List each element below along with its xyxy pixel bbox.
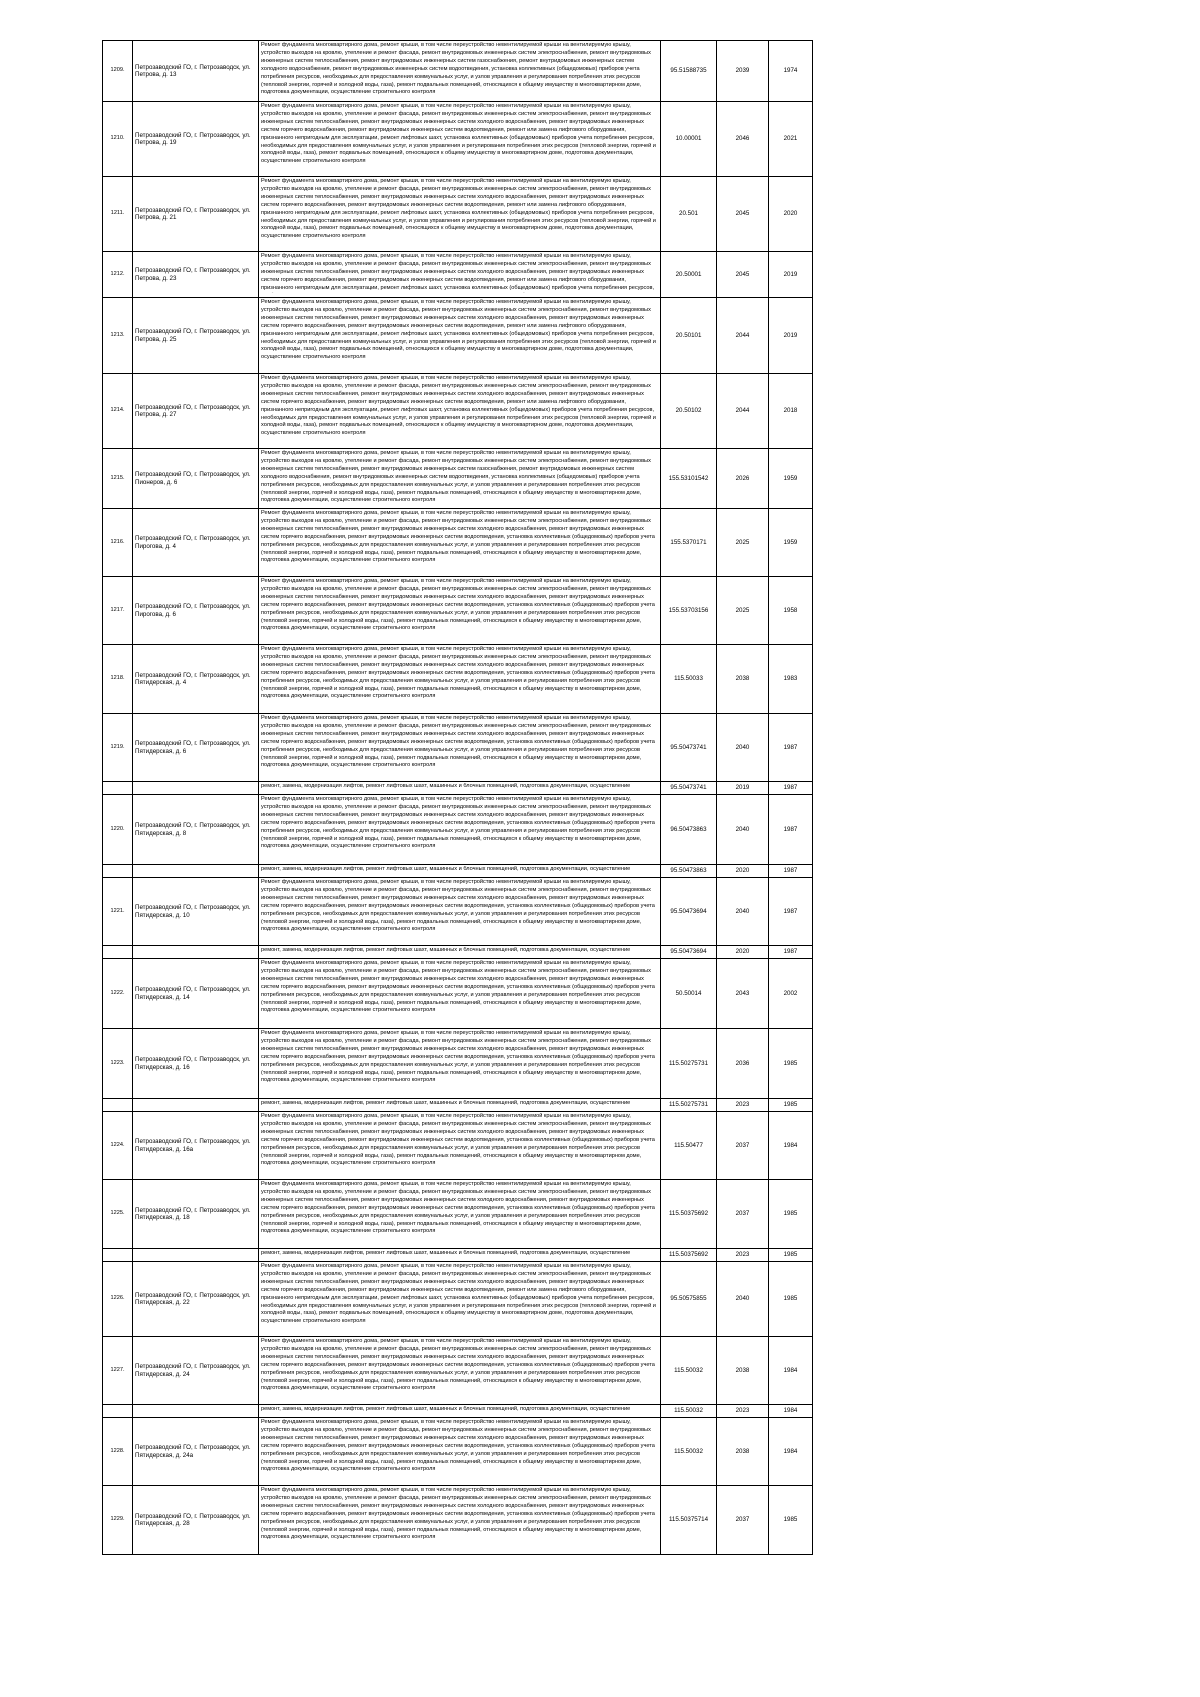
planned-year-cell: 2043 [717,959,769,1029]
works-text: Ремонт фундамента многоквартирного дома, ремонт крыши, в том числе переустройство невентилируемой крыши на вентилируемую крышу, устройство выходов на кровлю, утепление и ремонт фасада, ремонт внутридомовых инженерных систем электроснабжения, ремонт внутридомовых инженерных систем теплоснабжения, ремонт внутридомовых инженерных систем холодного водоснабжения, ремонт внутридомовых инженерных систем горячего водоснабжения, ремонт внутридомовых инженерных систем водоотведения, установка коллективных (общедомовых) приборов учета потребления ресурсов, необходимых для предоставления коммунальных услуг, и узлов управления и регулирования потребления этих ресурсов (тепловой энергии, горячей и холодной воды, газа), ремонт подвальных помещений, относящихся к общему имуществу в многоквартирном доме, подготовка документации, осуществление строительного контроля [261,510,655,564]
built-year-cell: 1974 [769,41,813,102]
value-cell: 115.50375714 [661,1486,717,1555]
works-text: Ремонт фундамента многоквартирного дома, ремонт крыши, в том числе переустройство невентилируемой крыши на вентилируемую крышу, устройство выходов на кровлю, утепление и ремонт фасада, ремонт внутридомовых инженерных систем электроснабжения, ремонт внутридомовых инженерных систем теплоснабжения, ремонт внутридомовых инженерных систем холодного водоснабжения, ремонт внутридомовых инженерных систем горячего водоснабжения, ремонт внутридомовых инженерных систем водоотведения, установка коллективных (общедомовых) приборов учета потребления ресурсов, необходимых для предоставления коммунальных услуг, и узлов управления и регулирования потребления этих ресурсов (тепловой энергии, горячей и холодной воды, газа), ремонт подвальных помещений, относящихся к общему имуществу в многоквартирном доме, подготовка документации, осуществление строительного контроля [261,1030,655,1084]
row-number-cell [103,946,133,959]
works-description-cell [259,878,661,946]
row-number-cell: 1216. [103,509,133,577]
planned-year-cell: 2044 [717,374,769,449]
works-text: ремонт, замена, модернизация лифтов, ремонт лифтовых шахт, машинных и блочных помещений, подготовка документации, осуществление [261,1100,631,1106]
table-row [103,1099,813,1112]
address-cell: Петрозаводский ГО, г. Петрозаводск, ул. Пятидерская, д. 16а [133,1112,259,1180]
row-number-cell: 1221. [103,878,133,946]
address-cell: Петрозаводский ГО, г. Петрозаводск, ул. Пятидерская, д. 14 [133,959,259,1029]
table-row [103,795,813,865]
table-row [103,865,813,878]
built-year-cell: 1958 [769,577,813,645]
works-description-cell [259,645,661,714]
address-cell: Петрозаводский ГО, г. Петрозаводск, ул. Петрова, д. 25 [133,298,259,374]
address-cell: Петрозаводский ГО, г. Петрозаводск, ул. Пятидерская, д. 24а [133,1418,259,1486]
value-cell: 95.50473741 [661,714,717,782]
planned-year-cell: 2036 [717,1029,769,1099]
value-cell: 155.5370171 [661,509,717,577]
works-text: Ремонт фундамента многоквартирного дома, ремонт крыши, в том числе переустройство невентилируемой крыши на вентилируемую крышу, устройство выходов на кровлю, утепление и ремонт фасада, ремонт внутридомовых инженерных систем электроснабжения, ремонт внутридомовых инженерных систем теплоснабжения, ремонт внутридомовых инженерных систем холодного водоснабжения, ремонт внутридомовых инженерных систем горячего водоснабжения, ремонт внутридомовых инженерных систем водоотведения, установка коллективных (общедомовых) приборов учета потребления ресурсов, необходимых для предоставления коммунальных услуг, и узлов управления и регулирования потребления этих ресурсов (тепловой энергии, горячей и холодной воды, газа), ремонт подвальных помещений, относящихся к общему имуществу в многоквартирном доме, подготовка документации, осуществление строительного контроля [261,715,655,769]
table-row [103,878,813,946]
address-cell [133,946,259,959]
works-text: Ремонт фундамента многоквартирного дома, ремонт крыши, в том числе переустройство невентилируемой крыши на вентилируемую крышу, устройство выходов на кровлю, утепление и ремонт фасада, ремонт внутридомовых инженерных систем электроснабжения, ремонт внутридомовых инженерных систем теплоснабжения, ремонт внутридомовых инженерных систем холодного водоснабжения, ремонт внутридомовых инженерных систем горячего водоснабжения, ремонт внутридомовых инженерных систем водоотведения, ремонт или замена лифтового оборудования, признанного непригодным для эксплуатации, ремонт лифтовых шахт, установка коллективных (общедомовых) приборов учета потребления ресурсов, необходимых для предоставления коммунальных услуг, и узлов управления и регулирования потребления этих ресурсов (тепловой энергии, горячей и холодной воды, газа), ремонт подвальных помещений, относящихся к общему имуществу в многоквартирном доме, подготовка документации, осуществление строительного контроля [261,375,656,437]
table-row [103,102,813,177]
works-text: Ремонт фундамента многоквартирного дома, ремонт крыши, в том числе переустройство невентилируемой крыши на вентилируемую крышу, устройство выходов на кровлю, утепление и ремонт фасада, ремонт внутридомовых инженерных систем электроснабжения, ремонт внутридомовых инженерных систем теплоснабжения, ремонт внутридомовых инженерных систем холодного водоснабжения, ремонт внутридомовых инженерных систем горячего водоснабжения, ремонт внутридомовых инженерных систем водоотведения, ремонт или замена лифтового оборудования, признанного непригодным для эксплуатации, ремонт лифтовых шахт, установка коллективных (общедомовых) приборов учета потребления ресурсов, необходимых для предоставления коммунальных услуг, и узлов управления и регулирования потребления этих ресурсов (тепловой энергии, горячей и холодной воды, газа), ремонт подвальных помещений, относящихся к общему имуществу в многоквартирном доме, подготовка документации, осуществление строительного контроля [261,103,656,165]
address-cell: Петрозаводский ГО, г. Петрозаводск, ул. Пирогова, д. 6 [133,577,259,645]
table-row [103,252,813,298]
row-number-cell: 1210. [103,102,133,177]
works-description-cell [259,1112,661,1180]
table-row [103,1180,813,1249]
works-description-cell [259,782,661,795]
works-description-cell [259,374,661,449]
table-body [103,41,813,1555]
planned-year-cell: 2023 [717,1405,769,1418]
value-cell: 95.50473863 [661,865,717,878]
value-cell: 20.50101 [661,298,717,374]
row-number-cell [103,1405,133,1418]
row-number-cell: 1225. [103,1180,133,1249]
works-description-cell [259,577,661,645]
address-cell [133,865,259,878]
value-cell: 20.501 [661,177,717,252]
table-row [103,298,813,374]
works-text: ремонт, замена, модернизация лифтов, ремонт лифтовых шахт, машинных и блочных помещений, подготовка документации, осуществление [261,866,631,872]
works-description-cell [259,298,661,374]
address-cell [133,1249,259,1262]
works-description-cell [259,1249,661,1262]
works-text: ремонт, замена, модернизация лифтов, ремонт лифтовых шахт, машинных и блочных помещений, подготовка документации, осуществление [261,1406,631,1412]
works-description-cell [259,1405,661,1418]
row-number-cell [103,865,133,878]
built-year-cell: 2021 [769,102,813,177]
value-cell: 10.00001 [661,102,717,177]
works-description-cell [259,1418,661,1486]
value-cell: 95.50575855 [661,1262,717,1337]
address-cell: Петрозаводский ГО, г. Петрозаводск, ул. Пятидерская, д. 8 [133,795,259,865]
address-cell: Петрозаводский ГО, г. Петрозаводск, ул. Пятидерская, д. 16 [133,1029,259,1099]
works-description-cell [259,1337,661,1405]
address-cell: Петрозаводский ГО, г. Петрозаводск, ул. Пятидерская, д. 28 [133,1486,259,1555]
address-cell: Петрозаводский ГО, г. Петрозаводск, ул. Петрова, д. 23 [133,252,259,298]
address-cell [133,782,259,795]
address-cell: Петрозаводский ГО, г. Петрозаводск, ул. Петрова, д. 21 [133,177,259,252]
built-year-cell: 2019 [769,298,813,374]
planned-year-cell: 2044 [717,298,769,374]
built-year-cell: 1959 [769,509,813,577]
value-cell: 115.50032 [661,1418,717,1486]
works-description-cell [259,714,661,782]
row-number-cell: 1229. [103,1486,133,1555]
works-description-cell [259,177,661,252]
value-cell: 50.50014 [661,959,717,1029]
table-row [103,714,813,782]
value-cell: 95.50473694 [661,878,717,946]
works-description-cell [259,865,661,878]
value-cell: 96.50473863 [661,795,717,865]
works-description-cell [259,1486,661,1555]
built-year-cell: 1984 [769,1337,813,1405]
row-number-cell: 1222. [103,959,133,1029]
works-description-cell [259,959,661,1029]
address-cell: Петрозаводский ГО, г. Петрозаводск, ул. Пятидерская, д. 6 [133,714,259,782]
table-row [103,1112,813,1180]
table-row [103,177,813,252]
address-cell: Петрозаводский ГО, г. Петрозаводск, ул. Пионеров, д. 6 [133,449,259,509]
table-row [103,959,813,1029]
planned-year-cell: 2038 [717,1418,769,1486]
built-year-cell: 1985 [769,1099,813,1112]
address-cell: Петрозаводский ГО, г. Петрозаводск, ул. Петрова, д. 19 [133,102,259,177]
planned-year-cell: 2038 [717,1337,769,1405]
planned-year-cell: 2023 [717,1249,769,1262]
built-year-cell: 2019 [769,252,813,298]
works-description-cell [259,1180,661,1249]
works-description-cell [259,795,661,865]
planned-year-cell: 2026 [717,449,769,509]
row-number-cell: 1214. [103,374,133,449]
table-row [103,1262,813,1337]
works-text: Ремонт фундамента многоквартирного дома, ремонт крыши, в том числе переустройство невентилируемой крыши на вентилируемую крышу, устройство выходов на кровлю, утепление и ремонт фасада, ремонт внутридомовых инженерных систем электроснабжения, ремонт внутридомовых инженерных систем теплоснабжения, ремонт внутридомовых инженерных систем холодного водоснабжения, ремонт внутридомовых инженерных систем горячего водоснабжения, ремонт внутридомовых инженерных систем водоотведения, ремонт или замена лифтового оборудования, признанного непригодным для эксплуатации, ремонт лифтовых шахт, установка коллективных (общедомовых) приборов учета потребления ресурсов, [261,253,654,291]
works-text: Ремонт фундамента многоквартирного дома, ремонт крыши, в том числе переустройство невентилируемой крыши на вентилируемую крышу, устройство выходов на кровлю, утепление и ремонт фасада, ремонт внутридомовых инженерных систем электроснабжения, ремонт внутридомовых инженерных систем теплоснабжения, ремонт внутридомовых инженерных систем холодного водоснабжения, ремонт внутридомовых инженерных систем горячего водоснабжения, ремонт внутридомовых инженерных систем водоотведения, установка коллективных (общедомовых) приборов учета потребления ресурсов, необходимых для предоставления коммунальных услуг, и узлов управления и регулирования потребления этих ресурсов (тепловой энергии, горячей и холодной воды, газа), ремонт подвальных помещений, относящихся к общему имуществу в многоквартирном доме, подготовка документации, осуществление строительного контроля [261,1419,655,1473]
works-description-cell [259,946,661,959]
value-cell: 115.50375692 [661,1180,717,1249]
works-text: Ремонт фундамента многоквартирного дома, ремонт крыши, в том числе переустройство невентилируемой крыши на вентилируемую крышу, устройство выходов на кровлю, утепление и ремонт фасада, ремонт внутридомовых инженерных систем электроснабжения, ремонт внутридомовых инженерных систем теплоснабжения, ремонт внутридомовых инженерных систем холодного водоснабжения, ремонт внутридомовых инженерных систем горячего водоснабжения, ремонт внутридомовых инженерных систем водоотведения, установка коллективных (общедомовых) приборов учета потребления ресурсов, необходимых для предоставления коммунальных услуг, и узлов управления и регулирования потребления этих ресурсов (тепловой энергии, горячей и холодной воды, газа), ремонт подвальных помещений, относящихся к общему имуществу в многоквартирном доме, подготовка документации, осуществление строительного контроля [261,1181,655,1235]
works-description-cell [259,252,661,298]
works-text: Ремонт фундамента многоквартирного дома, ремонт крыши, в том числе переустройство невентилируемой крыши на вентилируемую крышу, устройство выходов на кровлю, утепление и ремонт фасада, ремонт внутридомовых инженерных систем электроснабжения, ремонт внутридомовых инженерных систем теплоснабжения, ремонт внутридомовых инженерных систем холодного водоснабжения, ремонт внутридомовых инженерных систем горячего водоснабжения, ремонт внутридомовых инженерных систем водоотведения, ремонт или замена лифтового оборудования, признанного непригодным для эксплуатации, ремонт лифтовых шахт, установка коллективных (общедомовых) приборов учета потребления ресурсов, необходимых для предоставления коммунальных услуг, и узлов управления и регулирования потребления этих ресурсов (тепловой энергии, горячей и холодной воды, газа), ремонт подвальных помещений, относящихся к общему имуществу в многоквартирном доме, подготовка документации, осуществление строительного контроля [261,299,656,361]
built-year-cell: 1985 [769,1180,813,1249]
table-row [103,41,813,102]
planned-year-cell: 2045 [717,252,769,298]
row-number-cell: 1220. [103,795,133,865]
table-row [103,509,813,577]
row-number-cell: 1219. [103,714,133,782]
document-page [102,40,812,1555]
planned-year-cell: 2045 [717,177,769,252]
address-cell: Петрозаводский ГО, г. Петрозаводск, ул. Пятидерская, д. 4 [133,645,259,714]
built-year-cell: 1959 [769,449,813,509]
works-text: Ремонт фундамента многоквартирного дома, ремонт крыши, в том числе переустройство невентилируемой крыши на вентилируемую крышу, устройство выходов на кровлю, утепление и ремонт фасада, ремонт внутридомовых инженерных систем электроснабжения, ремонт внутридомовых инженерных систем теплоснабжения, ремонт внутридомовых инженерных систем холодного водоснабжения, ремонт внутридомовых инженерных систем горячего водоснабжения, ремонт внутридомовых инженерных систем водоотведения, установка коллективных (общедомовых) приборов учета потребления ресурсов, необходимых для предоставления коммунальных услуг, и узлов управления и регулирования потребления этих ресурсов (тепловой энергии, горячей и холодной воды, газа), ремонт подвальных помещений, относящихся к общему имуществу в многоквартирном доме, подготовка документации, осуществление строительного контроля [261,646,655,700]
row-number-cell [103,1249,133,1262]
row-number-cell [103,782,133,795]
built-year-cell: 1985 [769,1029,813,1099]
built-year-cell: 2002 [769,959,813,1029]
address-cell [133,1405,259,1418]
works-text: Ремонт фундамента многоквартирного дома, ремонт крыши, в том числе переустройство невентилируемой крыши на вентилируемую крышу, устройство выходов на кровлю, утепление и ремонт фасада, ремонт внутридомовых инженерных систем электроснабжения, ремонт внутридомовых инженерных систем теплоснабжения, ремонт внутридомовых инженерных систем холодного водоснабжения, ремонт внутридомовых инженерных систем горячего водоснабжения, ремонт внутридомовых инженерных систем водоотведения, установка коллективных (общедомовых) приборов учета потребления ресурсов, необходимых для предоставления коммунальных услуг, и узлов управления и регулирования потребления этих ресурсов (тепловой энергии, горячей и холодной воды, газа), ремонт подвальных помещений, относящихся к общему имуществу в многоквартирном доме, подготовка документации, осуществление строительного контроля [261,578,655,632]
built-year-cell: 1987 [769,782,813,795]
value-cell: 115.50032 [661,1337,717,1405]
works-text: Ремонт фундамента многоквартирного дома, ремонт крыши, в том числе переустройство невентилируемой крыши на вентилируемую крышу, устройство выходов на кровлю, утепление и ремонт фасада, ремонт внутридомовых инженерных систем электроснабжения, ремонт внутридомовых инженерных систем теплоснабжения, ремонт внутридомовых инженерных систем холодного водоснабжения, ремонт внутридомовых инженерных систем горячего водоснабжения, ремонт внутридомовых инженерных систем водоотведения, установка коллективных (общедомовых) приборов учета потребления ресурсов, необходимых для предоставления коммунальных услуг, и узлов управления и регулирования потребления этих ресурсов (тепловой энергии, горячей и холодной воды, газа), ремонт подвальных помещений, относящихся к общему имуществу в многоквартирном доме, подготовка документации, осуществление строительного контроля [261,796,655,850]
planned-year-cell: 2020 [717,865,769,878]
address-cell: Петрозаводский ГО, г. Петрозаводск, ул. Пирогова, д. 4 [133,509,259,577]
works-text: Ремонт фундамента многоквартирного дома, ремонт крыши, в том числе переустройство невентилируемой крыши на вентилируемую крышу, устройство выходов на кровлю, утепление и ремонт фасада, ремонт внутридомовых инженерных систем электроснабжения, ремонт внутридомовых инженерных систем теплоснабжения, ремонт внутридомовых инженерных систем холодного водоснабжения, ремонт внутридомовых инженерных систем горячего водоснабжения, ремонт внутридомовых инженерных систем водоотведения, установка коллективных (общедомовых) приборов учета потребления ресурсов, необходимых для предоставления коммунальных услуг, и узлов управления и регулирования потребления этих ресурсов (тепловой энергии, горячей и холодной воды, газа), ремонт подвальных помещений, относящихся к общему имуществу в многоквартирном доме, подготовка документации, осуществление строительного контроля [261,1338,655,1392]
table-row [103,1486,813,1555]
works-text: Ремонт фундамента многоквартирного дома, ремонт крыши, в том числе переустройство невентилируемой крыши на вентилируемую крышу, устройство выходов на кровлю, утепление и ремонт фасада, ремонт внутридомовых инженерных систем электроснабжения, ремонт внутридомовых инженерных систем теплоснабжения, ремонт внутридомовых инженерных систем холодного водоснабжения, ремонт внутридомовых инженерных систем горячего водоснабжения, ремонт внутридомовых инженерных систем водоотведения, установка коллективных (общедомовых) приборов учета потребления ресурсов, необходимых для предоставления коммунальных услуг, и узлов управления и регулирования потребления этих ресурсов (тепловой энергии, горячей и холодной воды, газа), ремонт подвальных помещений, относящихся к общему имуществу в многоквартирном доме, подготовка документации, осуществление строительного контроля [261,1113,655,1167]
value-cell: 115.50477 [661,1112,717,1180]
planned-year-cell: 2020 [717,946,769,959]
works-description-cell [259,449,661,509]
address-cell: Петрозаводский ГО, г. Петрозаводск, ул. Пятидерская, д. 24 [133,1337,259,1405]
repair-schedule-table [102,40,813,1555]
table-row [103,946,813,959]
works-description-cell [259,41,661,102]
planned-year-cell: 2025 [717,577,769,645]
works-text: Ремонт фундамента многоквартирного дома, ремонт крыши, в том числе переустройство невентилируемой крыши на вентилируемую крышу, устройство выходов на кровлю, утепление и ремонт фасада, ремонт внутридомовых инженерных систем электроснабжения, ремонт внутридомовых инженерных систем теплоснабжения, ремонт внутридомовых инженерных систем холодного водоснабжения, ремонт внутридомовых инженерных систем горячего водоснабжения, ремонт внутридомовых инженерных систем водоотведения, установка коллективных (общедомовых) приборов учета потребления ресурсов, необходимых для предоставления коммунальных услуг, и узлов управления и регулирования потребления этих ресурсов (тепловой энергии, горячей и холодной воды, газа), ремонт подвальных помещений, относящихся к общему имуществу в многоквартирном доме, подготовка документации, осуществление строительного контроля [261,879,655,933]
row-number-cell: 1212. [103,252,133,298]
value-cell: 115.50375692 [661,1249,717,1262]
built-year-cell: 1987 [769,865,813,878]
address-cell: Петрозаводский ГО, г. Петрозаводск, ул. Пятидерская, д. 10 [133,878,259,946]
row-number-cell: 1218. [103,645,133,714]
value-cell: 155.53101542 [661,449,717,509]
row-number-cell: 1227. [103,1337,133,1405]
value-cell: 95.50473741 [661,782,717,795]
planned-year-cell: 2040 [717,714,769,782]
value-cell: 20.50102 [661,374,717,449]
built-year-cell: 1984 [769,1405,813,1418]
works-description-cell [259,102,661,177]
row-number-cell [103,1099,133,1112]
works-text: ремонт, замена, модернизация лифтов, ремонт лифтовых шахт, машинных и блочных помещений, подготовка документации, осуществление [261,783,631,789]
value-cell: 95.51588735 [661,41,717,102]
works-description-cell [259,1029,661,1099]
row-number-cell: 1211. [103,177,133,252]
value-cell: 95.50473694 [661,946,717,959]
planned-year-cell: 2040 [717,795,769,865]
works-text: ремонт, замена, модернизация лифтов, ремонт лифтовых шахт, машинных и блочных помещений, подготовка документации, осуществление [261,1250,631,1256]
table-row [103,1418,813,1486]
row-number-cell: 1217. [103,577,133,645]
value-cell: 115.50032 [661,1405,717,1418]
planned-year-cell: 2046 [717,102,769,177]
built-year-cell: 1985 [769,1486,813,1555]
address-cell [133,1099,259,1112]
planned-year-cell: 2038 [717,645,769,714]
address-cell: Петрозаводский ГО, г. Петрозаводск, ул. Петрова, д. 13 [133,41,259,102]
row-number-cell: 1223. [103,1029,133,1099]
table-row [103,1337,813,1405]
planned-year-cell: 2019 [717,782,769,795]
planned-year-cell: 2037 [717,1112,769,1180]
value-cell: 155.53703156 [661,577,717,645]
works-text: ремонт, замена, модернизация лифтов, ремонт лифтовых шахт, машинных и блочных помещений, подготовка документации, осуществление [261,947,631,953]
row-number-cell: 1224. [103,1112,133,1180]
planned-year-cell: 2023 [717,1099,769,1112]
works-text: Ремонт фундамента многоквартирного дома, ремонт крыши, в том числе переустройство невентилируемой крыши на вентилируемую крышу, устройство выходов на кровлю, утепление и ремонт фасада, ремонт внутридомовых инженерных систем электроснабжения, ремонт внутридомовых инженерных систем теплоснабжения, ремонт внутридомовых инженерных систем холодного водоснабжения, ремонт внутридомовых инженерных систем горячего водоснабжения, ремонт внутридомовых инженерных систем водоотведения, ремонт или замена лифтового оборудования, признанного непригодным для эксплуатации, ремонт лифтовых шахт, установка коллективных (общедомовых) приборов учета потребления ресурсов, необходимых для предоставления коммунальных услуг, и узлов управления и регулирования потребления этих ресурсов (тепловой энергии, горячей и холодной воды, газа), ремонт подвальных помещений, относящихся к общему имуществу в многоквартирном доме, подготовка документации, осуществление строительного контроля [261,178,656,240]
address-cell: Петрозаводский ГО, г. Петрозаводск, ул. Пятидерская, д. 22 [133,1262,259,1337]
table-row [103,1249,813,1262]
value-cell: 115.50275731 [661,1099,717,1112]
works-text: Ремонт фундамента многоквартирного дома, ремонт крыши, в том числе переустройство невентилируемой крыши на вентилируемую крышу, устройство выходов на кровлю, утепление и ремонт фасада, ремонт внутридомовых инженерных систем электроснабжения, ремонт внутридомовых инженерных систем теплоснабжения, ремонт внутридомовых инженерных систем газоснабжения, ремонт внутридомовых инженерных систем холодного водоснабжения, ремонт внутридомовых инженерных систем водоотведения, установка коллективных (общедомовых) приборов учета потребления ресурсов, необходимых для предоставления коммунальных услуг, и узлов управления и регулирования потребления этих ресурсов (тепловой энергии, горячей и холодной воды, газа), ремонт подвальных помещений, относящихся к общему имуществу в многоквартирном доме, подготовка документации, осуществление строительного контроля [261,42,651,96]
row-number-cell: 1209. [103,41,133,102]
row-number-cell: 1213. [103,298,133,374]
built-year-cell: 1987 [769,878,813,946]
table-row [103,374,813,449]
address-cell: Петрозаводский ГО, г. Петрозаводск, ул. Пятидерская, д. 18 [133,1180,259,1249]
planned-year-cell: 2039 [717,41,769,102]
planned-year-cell: 2040 [717,1262,769,1337]
built-year-cell: 1985 [769,1262,813,1337]
works-description-cell [259,509,661,577]
table-row [103,577,813,645]
value-cell: 115.50033 [661,645,717,714]
table-row [103,1029,813,1099]
planned-year-cell: 2040 [717,878,769,946]
built-year-cell: 2018 [769,374,813,449]
table-row [103,449,813,509]
value-cell: 115.50275731 [661,1029,717,1099]
built-year-cell: 1987 [769,714,813,782]
planned-year-cell: 2025 [717,509,769,577]
planned-year-cell: 2037 [717,1180,769,1249]
row-number-cell: 1215. [103,449,133,509]
built-year-cell: 1984 [769,1418,813,1486]
row-number-cell: 1228. [103,1418,133,1486]
works-description-cell [259,1262,661,1337]
works-description-cell [259,1099,661,1112]
address-cell: Петрозаводский ГО, г. Петрозаводск, ул. Петрова, д. 27 [133,374,259,449]
works-text: Ремонт фундамента многоквартирного дома, ремонт крыши, в том числе переустройство невентилируемой крыши на вентилируемую крышу, устройство выходов на кровлю, утепление и ремонт фасада, ремонт внутридомовых инженерных систем электроснабжения, ремонт внутридомовых инженерных систем теплоснабжения, ремонт внутридомовых инженерных систем газоснабжения, ремонт внутридомовых инженерных систем холодного водоснабжения, ремонт внутридомовых инженерных систем водоотведения, установка коллективных (общедомовых) приборов учета потребления ресурсов, необходимых для предоставления коммунальных услуг, и узлов управления и регулирования потребления этих ресурсов (тепловой энергии, горячей и холодной воды, газа), ремонт подвальных помещений, относящихся к общему имуществу в многоквартирном доме, подготовка документации, осуществление строительного контроля [261,450,651,504]
row-number-cell: 1226. [103,1262,133,1337]
built-year-cell: 1984 [769,1112,813,1180]
works-text: Ремонт фундамента многоквартирного дома, ремонт крыши, в том числе переустройство невентилируемой крыши на вентилируемую крышу, устройство выходов на кровлю, утепление и ремонт фасада, ремонт внутридомовых инженерных систем электроснабжения, ремонт внутридомовых инженерных систем теплоснабжения, ремонт внутридомовых инженерных систем холодного водоснабжения, ремонт внутридомовых инженерных систем горячего водоснабжения, ремонт внутридомовых инженерных систем водоотведения, установка коллективных (общедомовых) приборов учета потребления ресурсов, необходимых для предоставления коммунальных услуг, и узлов управления и регулирования потребления этих ресурсов (тепловой энергии, горячей и холодной воды, газа), ремонт подвальных помещений, относящихся к общему имуществу в многоквартирном доме, подготовка документации, осуществление строительного контроля [261,960,655,1014]
table-row [103,1405,813,1418]
planned-year-cell: 2037 [717,1486,769,1555]
value-cell: 20.50001 [661,252,717,298]
table-row [103,782,813,795]
built-year-cell: 1987 [769,946,813,959]
built-year-cell: 1983 [769,645,813,714]
built-year-cell: 1985 [769,1249,813,1262]
table-row [103,645,813,714]
works-text: Ремонт фундамента многоквартирного дома, ремонт крыши, в том числе переустройство невентилируемой крыши на вентилируемую крышу, устройство выходов на кровлю, утепление и ремонт фасада, ремонт внутридомовых инженерных систем электроснабжения, ремонт внутридомовых инженерных систем теплоснабжения, ремонт внутридомовых инженерных систем холодного водоснабжения, ремонт внутридомовых инженерных систем горячего водоснабжения, ремонт внутридомовых инженерных систем водоотведения, ремонт или замена лифтового оборудования, признанного непригодным для эксплуатации, ремонт лифтовых шахт, установка коллективных (общедомовых) приборов учета потребления ресурсов, необходимых для предоставления коммунальных услуг, и узлов управления и регулирования потребления этих ресурсов (тепловой энергии, горячей и холодной воды, газа), ремонт подвальных помещений, относящихся к общему имуществу в многоквартирном доме, подготовка документации, осуществление строительного контроля [261,1263,656,1325]
works-text: Ремонт фундамента многоквартирного дома, ремонт крыши, в том числе переустройство невентилируемой крыши на вентилируемую крышу, устройство выходов на кровлю, утепление и ремонт фасада, ремонт внутридомовых инженерных систем электроснабжения, ремонт внутридомовых инженерных систем теплоснабжения, ремонт внутридомовых инженерных систем холодного водоснабжения, ремонт внутридомовых инженерных систем горячего водоснабжения, ремонт внутридомовых инженерных систем водоотведения, установка коллективных (общедомовых) приборов учета потребления ресурсов, необходимых для предоставления коммунальных услуг, и узлов управления и регулирования потребления этих ресурсов (тепловой энергии, горячей и холодной воды, газа), ремонт подвальных помещений, относящихся к общему имуществу в многоквартирном доме, подготовка документации, осуществление строительного контроля [261,1487,655,1541]
built-year-cell: 1987 [769,795,813,865]
built-year-cell: 2020 [769,177,813,252]
